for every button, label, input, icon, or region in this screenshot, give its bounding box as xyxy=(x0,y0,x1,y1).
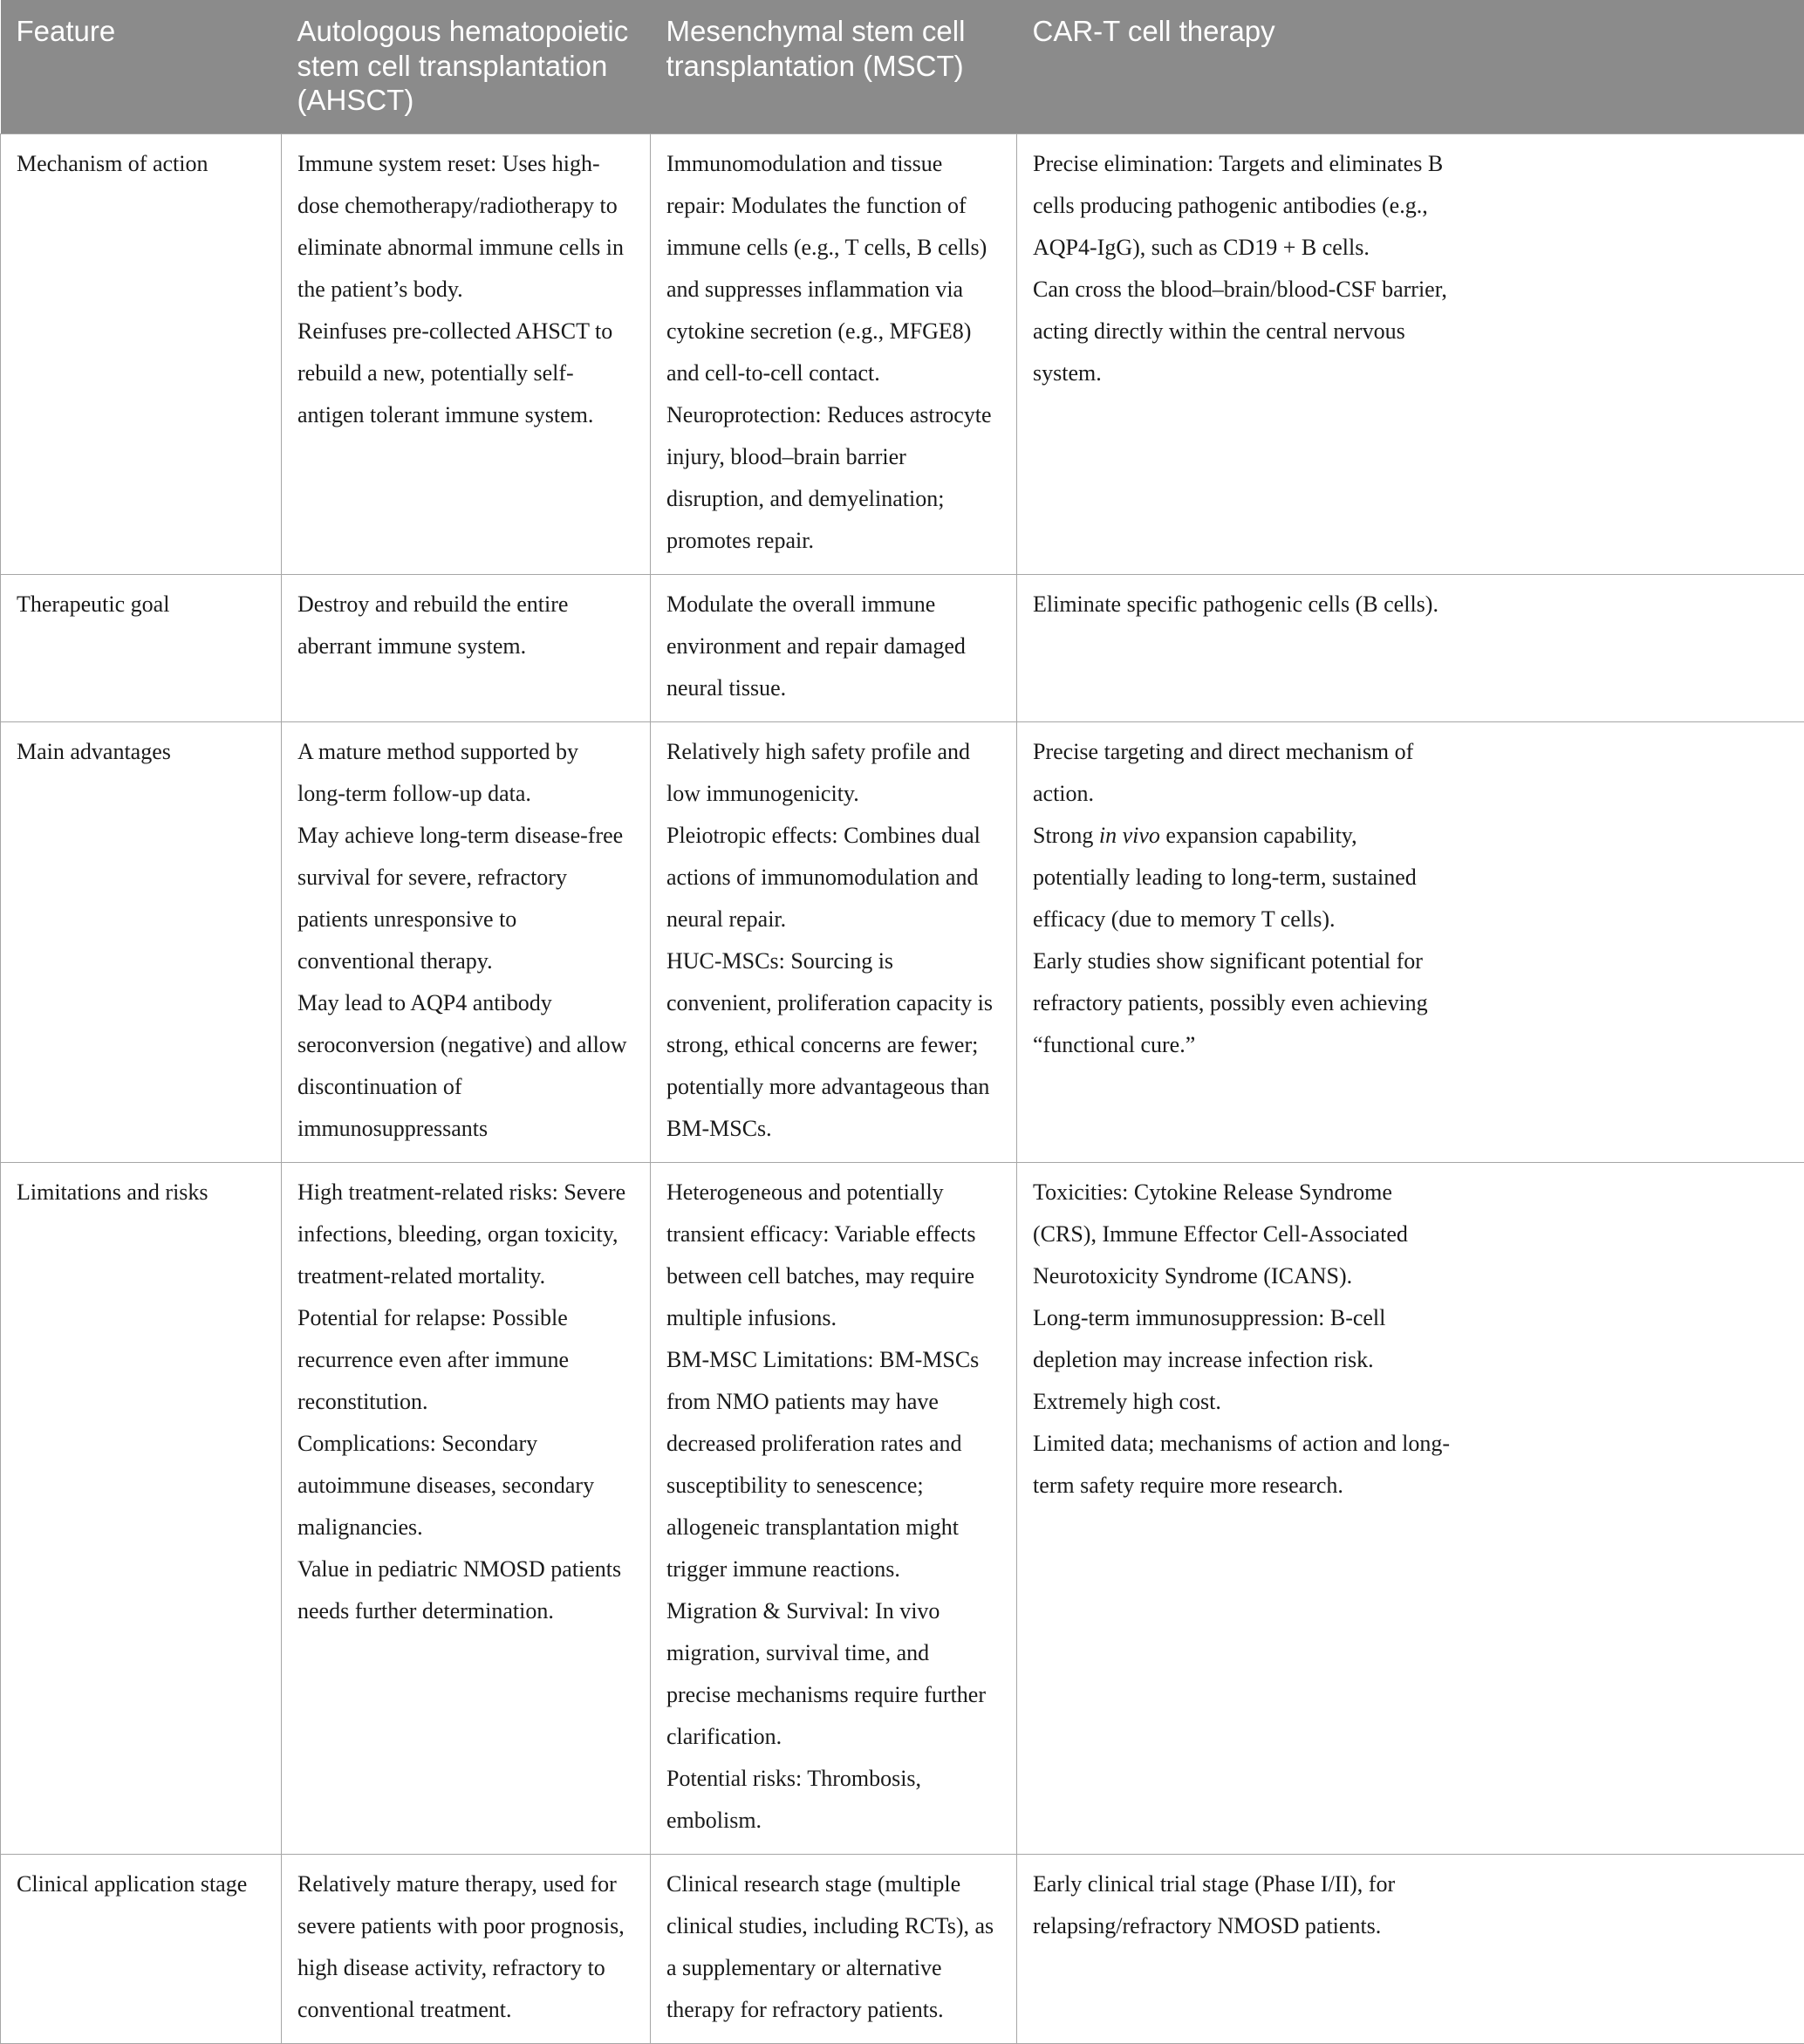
cell-paragraph: Pleiotropic effects: Combines dual actions of immunomodulation and neural repair. xyxy=(666,815,997,940)
cell-advantages-cart xyxy=(1017,721,1804,1162)
cell-paragraph: Destroy and rebuild the entire aberrant immune system. xyxy=(297,584,631,667)
cell-paragraph: HUC-MSCs: Sourcing is convenient, proliferation capacity is strong, ethical concerns are fewer; potentially more advantageous than BM-MSCs. xyxy=(666,940,997,1150)
cell-stage-ahsct xyxy=(282,1854,651,2043)
cell-paragraph: Neuroprotection: Reduces astrocyte injury, blood–brain barrier disruption, and demyelination; promotes repair. xyxy=(666,394,997,562)
cell-paragraph: Clinical research stage (multiple clinical studies, including RCTs), as a supplementary or alternative therapy for refractory patients. xyxy=(666,1863,997,2031)
cell-paragraph: Toxicities: Cytokine Release Syndrome (CRS), Immune Effector Cell-Associated Neurotoxicity Syndrome (ICANS). xyxy=(1033,1172,1450,1297)
cell-mechanism-msct xyxy=(651,133,1017,574)
cell-paragraph: Extremely high cost. xyxy=(1033,1381,1450,1423)
cell-paragraph: Relatively mature therapy, used for severe patients with poor prognosis, high disease activity, refractory to conventional treatment. xyxy=(297,1863,631,2031)
cell-stage-msct xyxy=(651,1854,1017,2043)
column-header-msct: Mesenchymal stem cell transplantation (MSCT) xyxy=(651,0,1017,133)
cell-limitations-ahsct xyxy=(282,1162,651,1854)
cell-paragraph: Potential for relapse: Possible recurrence even after immune reconstitution. xyxy=(297,1297,631,1423)
cell-goal-cart xyxy=(1017,574,1804,721)
table-row-clinical-stage xyxy=(1,1854,1804,2043)
cell-paragraph: Early studies show significant potential for refractory patients, possibly even achieving “functional cure.” xyxy=(1033,940,1450,1066)
row-feature-label: Mechanism of action xyxy=(1,133,282,574)
cell-paragraph: Long-term immunosuppression: B-cell depletion may increase infection risk. xyxy=(1033,1297,1450,1381)
cell-paragraph: Limited data; mechanisms of action and long-term safety require more research. xyxy=(1033,1423,1450,1507)
cell-goal-ahsct xyxy=(282,574,651,721)
cell-paragraph: May lead to AQP4 antibody seroconversion (negative) and allow discontinuation of immunosuppressants xyxy=(297,982,631,1150)
row-feature-label: Limitations and risks xyxy=(1,1162,282,1854)
cell-paragraph: Heterogeneous and potentially transient efficacy: Variable effects between cell batches, may require multiple infusions. xyxy=(666,1172,997,1339)
table-row-limitations xyxy=(1,1162,1804,1854)
cell-paragraph: Precise targeting and direct mechanism of action. xyxy=(1033,731,1450,815)
cell-paragraph: Modulate the overall immune environment and repair damaged neural tissue. xyxy=(666,584,997,709)
cell-advantages-ahsct xyxy=(282,721,651,1162)
column-header-feature: Feature xyxy=(1,0,282,133)
cell-stage-cart xyxy=(1017,1854,1804,2043)
cell-paragraph: Immunomodulation and tissue repair: Modulates the function of immune cells (e.g., T cells, B cells) and suppresses inflammation via cytokine secretion (e.g., MFGE8) and cell-to-cell contact. xyxy=(666,143,997,394)
cell-paragraph: Can cross the blood–brain/blood-CSF barrier, acting directly within the central nervous system. xyxy=(1033,269,1450,394)
cell-paragraph: Value in pediatric NMOSD patients needs further determination. xyxy=(297,1548,631,1632)
row-feature-label: Therapeutic goal xyxy=(1,574,282,721)
cell-goal-msct xyxy=(651,574,1017,721)
cell-paragraph: Migration & Survival: In vivo migration, survival time, and precise mechanisms require further clarification. xyxy=(666,1590,997,1758)
cell-paragraph: Strong in vivo expansion capability, potentially leading to long-term, sustained efficacy (due to memory T cells). xyxy=(1033,815,1450,940)
cell-paragraph: A mature method supported by long-term follow-up data. xyxy=(297,731,631,815)
cell-paragraph: Immune system reset: Uses high-dose chemotherapy/radiotherapy to eliminate abnormal immune cells in the patient’s body. xyxy=(297,143,631,311)
table-row-mechanism xyxy=(1,133,1804,574)
cell-paragraph: Precise elimination: Targets and eliminates B cells producing pathogenic antibodies (e.g., AQP4-IgG), such as CD19 + B cells. xyxy=(1033,143,1450,269)
cell-limitations-cart xyxy=(1017,1162,1804,1854)
cell-paragraph: Reinfuses pre-collected AHSCT to rebuild a new, potentially self-antigen tolerant immune system. xyxy=(297,311,631,436)
table-row-therapeutic-goal xyxy=(1,574,1804,721)
cell-paragraph: BM-MSC Limitations: BM-MSCs from NMO patients may have decreased proliferation rates and susceptibility to senescence; allogeneic transplantation might trigger immune reactions. xyxy=(666,1339,997,1590)
header-row xyxy=(1,0,1804,133)
cell-paragraph: Complications: Secondary autoimmune diseases, secondary malignancies. xyxy=(297,1423,631,1548)
cell-paragraph: High treatment-related risks: Severe infections, bleeding, organ toxicity, treatment-related mortality. xyxy=(297,1172,631,1297)
cell-mechanism-ahsct xyxy=(282,133,651,574)
cell-mechanism-cart xyxy=(1017,133,1804,574)
cell-paragraph: May achieve long-term disease-free survival for severe, refractory patients unresponsive to conventional therapy. xyxy=(297,815,631,982)
cell-limitations-msct xyxy=(651,1162,1017,1854)
cell-advantages-msct xyxy=(651,721,1017,1162)
table-row-main-advantages xyxy=(1,721,1804,1162)
cell-paragraph: Potential risks: Thrombosis, embolism. xyxy=(666,1758,997,1842)
cell-paragraph: Relatively high safety profile and low immunogenicity. xyxy=(666,731,997,815)
row-feature-label: Main advantages xyxy=(1,721,282,1162)
column-header-cart: CAR-T cell therapy xyxy=(1017,0,1804,133)
cell-paragraph: Eliminate specific pathogenic cells (B cells). xyxy=(1033,584,1450,626)
cell-paragraph: Early clinical trial stage (Phase I/II), for relapsing/refractory NMOSD patients. xyxy=(1033,1863,1450,1947)
row-feature-label: Clinical application stage xyxy=(1,1854,282,2043)
column-header-ahsct: Autologous hematopoietic stem cell transplantation (AHSCT) xyxy=(282,0,651,133)
